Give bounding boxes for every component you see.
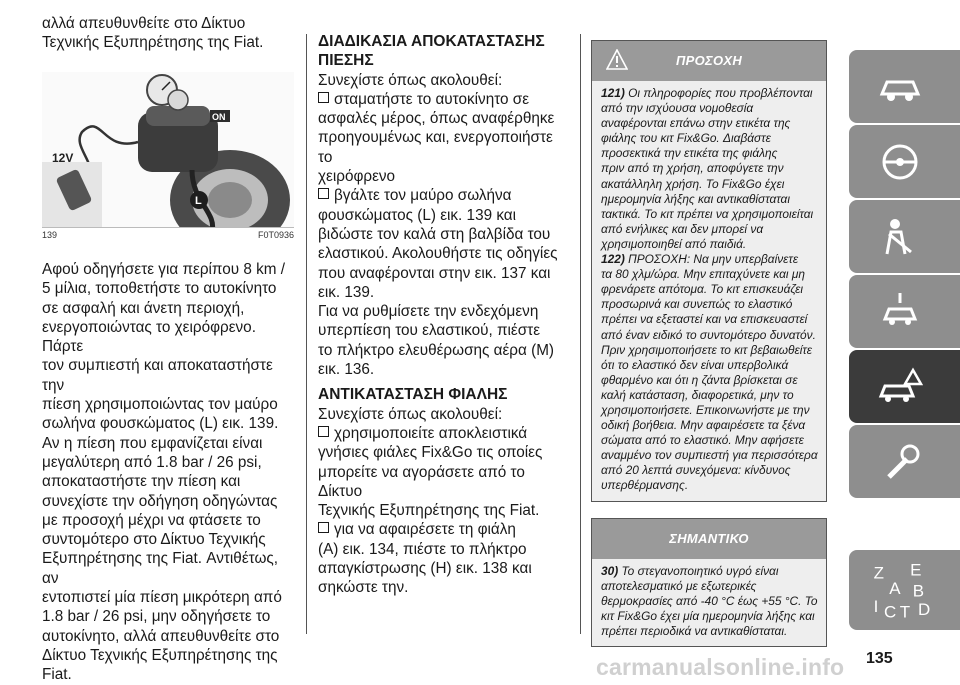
- text-line: αυτοκίνητο, αλλά απευθυνθείτε στο: [42, 627, 280, 645]
- warning-body: [592, 81, 826, 501]
- text-line: χρησιμοποιείτε αποκλειστικά: [318, 424, 570, 443]
- text-line: γνήσιες φιάλες Fix&Go τις οποίες: [318, 444, 543, 462]
- note-line: χρησιμοποιηθεί από παιδιά.: [601, 236, 747, 251]
- note-line: αποτελεσματικό με εξωτερικές: [601, 578, 757, 593]
- note-line: πρέπει περιοδικά να αντικαθίσταται.: [601, 623, 788, 638]
- bullet-item: [318, 424, 570, 520]
- text-line: το πλήκτρο ελευθέρωσης αέρα (M): [318, 341, 555, 359]
- tab-alphabetical-index[interactable]: [849, 550, 960, 630]
- bullet-square-icon: [318, 188, 329, 199]
- note-line: τακτικά. Το κιτ πρέπει να χρησιμοποιείται: [601, 206, 814, 221]
- note-line: κιτ Fix&Go έχει μία ημερομηνία λήξης και: [601, 608, 815, 623]
- text-line: προηγουμένως και, ενεργοποιήστε το: [318, 129, 553, 166]
- note-line: 30) Το στεγανοποιητικό υγρό είναι: [601, 563, 779, 578]
- note-number: 30): [601, 563, 619, 578]
- car-start-icon: [877, 289, 923, 335]
- important-box: [591, 518, 827, 647]
- note-line: θερμοκρασίες από -40 °C έως +55 °C. Το: [601, 593, 818, 608]
- svg-text:A: A: [889, 578, 901, 598]
- text-line: ελαστικού. Ακολουθήστε τις οδηγίες: [318, 245, 558, 263]
- text-line: με προσοχή μέχρι να φτάσετε το: [42, 511, 261, 529]
- car-warning-icon: [877, 364, 923, 410]
- text-line: σε ασφαλή και άνετη περιοχή,: [42, 299, 245, 317]
- text-line: (A) εικ. 134, πιέστε το πλήκτρο: [318, 540, 527, 558]
- figure-139-compressor: [42, 72, 294, 228]
- text-line: εικ. 139.: [318, 283, 375, 301]
- note-line: πρέπει να εξεταστεί και να επισκευαστεί: [601, 312, 808, 327]
- warning-header: [592, 41, 826, 81]
- note-line: καλή κατάσταση, διαφορετικά, μην το: [601, 387, 794, 402]
- note-line: υπερθέρμανσης.: [601, 478, 689, 493]
- warning-box: [591, 40, 827, 502]
- text-line: που αναφέρονται στην εικ. 137 και: [318, 264, 551, 282]
- text-line: βιδώστε τον καλά στη βαλβίδα του: [318, 225, 551, 243]
- text-line: 1.8 bar / 26 psi, μην οδηγήσετε το: [42, 608, 271, 626]
- column-right: [591, 40, 827, 647]
- text-line: μπορείτε να αγοράσετε από το Δίκτυο: [318, 463, 525, 500]
- text-line: χειρόφρενο: [318, 168, 396, 186]
- note-line: 121) Οι πληροφορίες που προβλέπονται: [601, 86, 813, 100]
- intro-line: Τεχνικής Εξυπηρέτησης της Fiat.: [42, 34, 264, 52]
- text-line: σωλήνα φουσκώματος (L) εικ. 139.: [42, 415, 279, 433]
- tab-safety-belt[interactable]: [849, 200, 960, 273]
- text-line: Δίκτυο Τεχνικής Εξυπηρέτησης της: [42, 646, 278, 664]
- text-line: φουσκώματος (L) εικ. 139 και: [318, 206, 517, 224]
- svg-text:T: T: [899, 602, 911, 622]
- bullet-square-icon: [318, 522, 329, 533]
- bullet-square-icon: [318, 92, 329, 103]
- bullet-item: [318, 186, 570, 302]
- figure-code: F0T0936: [257, 230, 294, 240]
- note-line: από ενήλικες και δεν μπορεί να: [601, 221, 764, 236]
- bullet-item: [318, 520, 570, 597]
- note-line: φιάλης του κιτ Fix&Go. Διαβάστε: [601, 131, 771, 146]
- note-line: χρησιμοποιήσετε. Επικοινωνήστε με την: [601, 402, 810, 417]
- figure-number: 139: [42, 230, 58, 240]
- text-line: βγάλτε τον μαύρο σωλήνα: [318, 186, 570, 205]
- text-line: για να αφαιρέσετε τη φιάλη: [318, 520, 570, 539]
- text-line: ενεργοποιώντας το χειρόφρενο. Πάρτε: [42, 318, 256, 356]
- tab-car-start[interactable]: [849, 275, 960, 348]
- column-divider: [306, 34, 307, 634]
- text-line: μεγαλύτερη από 1.8 bar / 26 psi,: [42, 453, 262, 471]
- note-line: 122) ΠΡΟΣΟΧΗ: Να μην υπερβαίνετε: [601, 252, 799, 267]
- column-divider: [580, 34, 581, 634]
- text-line: συντομότερο στο Δίκτυο Τεχνικής: [42, 531, 266, 549]
- svg-text:D: D: [917, 599, 931, 619]
- heading-bottle-replace: ΑΝΤΙΚΑΤΑΣΤΑΣΗ ΦΙΑΛΗΣ: [318, 386, 508, 404]
- l-label: L: [195, 195, 202, 207]
- note-number: 121): [601, 86, 625, 100]
- note-line: πριν από τη χρήση, αποφύγετε την: [601, 161, 784, 176]
- note-line: φθαρμένο και ότι η ζάντα βρίσκεται σε: [601, 372, 798, 387]
- alphabet-index-icon: [871, 558, 931, 622]
- svg-text:B: B: [912, 581, 925, 601]
- warning-title: ΠΡΟΣΟΧΗ: [675, 53, 743, 68]
- note-line: Πριν χρησιμοποιήσετε το κιτ βεβαιωθείτε: [601, 342, 813, 357]
- text-line: Για να ρυθμίσετε την ενδεχόμενη: [318, 303, 539, 321]
- tab-maintenance[interactable]: [849, 425, 960, 498]
- text-line: συνεχίστε την οδήγηση οδηγώντας: [42, 492, 278, 510]
- heading-pressure-restore: ΠΙΕΣΗΣ: [318, 52, 374, 70]
- text-line: ασφαλές μέρος, όπως αναφέρθηκε: [318, 110, 555, 128]
- bullet-square-icon: [318, 426, 329, 437]
- note-line: από 20 λεπτά συνεχόμενα: κίνδυνος: [601, 463, 791, 478]
- text-line: Τεχνικής Εξυπηρέτησης της Fiat.: [318, 502, 540, 520]
- wrench-icon: [877, 439, 923, 485]
- car-dashboard-icon: [877, 64, 923, 110]
- note-line: ημερομηνία λήξης και αντικαθίσταται: [601, 191, 790, 206]
- note-line: αναφέρονται επάνω στην ετικέτα της: [601, 116, 791, 131]
- text-line: Αν η πίεση που εμφανίζεται είναι: [42, 434, 263, 452]
- svg-text:C: C: [884, 602, 897, 622]
- column-left-body: [42, 260, 294, 685]
- note-line: ότι το ελαστικό δεν είναι υπερβολικά: [601, 357, 789, 372]
- compressor-illustration: [42, 72, 294, 227]
- v12-label: 12V: [52, 151, 74, 165]
- text-line: Αφού οδηγήσετε για περίπου 8 km /: [42, 261, 286, 278]
- important-header: [592, 519, 826, 559]
- paragraph: Συνεχίστε όπως ακολουθεί:: [318, 405, 503, 423]
- heading-pressure-restore: ΔΙΑΔΙΚΑΣΙΑ ΑΠΟΚΑΤΑΣΤΑΣΗΣ: [318, 33, 545, 50]
- note-line: αναμμένο τον συμπιεστή για περισσότερα: [601, 448, 818, 463]
- tab-steering-wheel[interactable]: [849, 125, 960, 198]
- note-line: ακατάλληλη χρήση. Το Fix&Go έχει: [601, 176, 785, 191]
- paragraph: [318, 302, 570, 379]
- note-line: προσεκτικά την ετικέτα της φιάλης: [601, 146, 778, 161]
- text-line: Εξυπηρέτησης της Fiat. Αντιθέτως, αν: [42, 550, 279, 587]
- page-number: 135: [866, 650, 893, 667]
- svg-text:I: I: [873, 597, 879, 617]
- note-line: τα 80 χλμ/ώρα. Μην επιταχύνετε και μη: [601, 267, 805, 282]
- svg-text:E: E: [910, 560, 922, 580]
- note-line: σώματα από το ελαστικό. Μην αφήσετε: [601, 433, 804, 448]
- text-line: εικ. 136.: [318, 361, 375, 379]
- bullet-item: [318, 90, 570, 186]
- paragraph: Συνεχίστε όπως ακολουθεί:: [318, 71, 503, 89]
- text-line: εντοπιστεί μία πίεση μικρότερη από: [42, 589, 282, 607]
- note-line: από έναν ειδικό το συντομότερο δυνατόν.: [601, 327, 816, 342]
- important-title: ΣΗΜΑΝΤΙΚΟ: [669, 530, 749, 546]
- text-line: αποκαταστήστε την πίεση και: [42, 473, 241, 491]
- tab-car-warning[interactable]: [849, 350, 960, 423]
- column-left: [42, 14, 294, 53]
- steering-wheel-icon: [877, 139, 923, 185]
- tab-car-dashboard[interactable]: [849, 50, 960, 123]
- text-line: τον συμπιεστή και αποκαταστήστε την: [42, 357, 273, 394]
- text-line: απαγκίστρωσης (H) εικ. 138 και: [318, 560, 532, 578]
- svg-text:Z: Z: [873, 563, 884, 583]
- note-line: από την ισχύουσα νομοθεσία: [601, 101, 754, 116]
- note-line: προσωρινά και συνεπώς το ελαστικό: [601, 297, 793, 312]
- safety-belt-icon: [877, 214, 923, 260]
- column-middle: [318, 32, 570, 598]
- text-line: 5 μίλια, τοποθετήστε το αυτοκίνητο: [42, 280, 277, 298]
- intro-line: αλλά απευθυνθείτε στο Δίκτυο: [42, 15, 246, 32]
- note-line: οδική βοήθεια. Μην αφαιρέσετε τα ξένα: [601, 418, 806, 433]
- note-number: 122): [601, 252, 625, 267]
- text-line: υπερπίεση του ελαστικού, πιέστε: [318, 322, 541, 340]
- watermark: carmanualsonline.info: [596, 654, 845, 680]
- text-line: σταματήστε το αυτοκίνητο σε: [318, 90, 570, 109]
- text-line: Fiat.: [42, 666, 72, 684]
- important-body: [592, 559, 826, 646]
- text-line: πίεση χρησιμοποιώντας τον μαύρο: [42, 396, 278, 414]
- text-line: σηκώστε την.: [318, 579, 409, 597]
- on-label: ON: [212, 112, 226, 122]
- note-line: φρενάρετε απότομα. Το κιτ επισκευάζει: [601, 282, 804, 297]
